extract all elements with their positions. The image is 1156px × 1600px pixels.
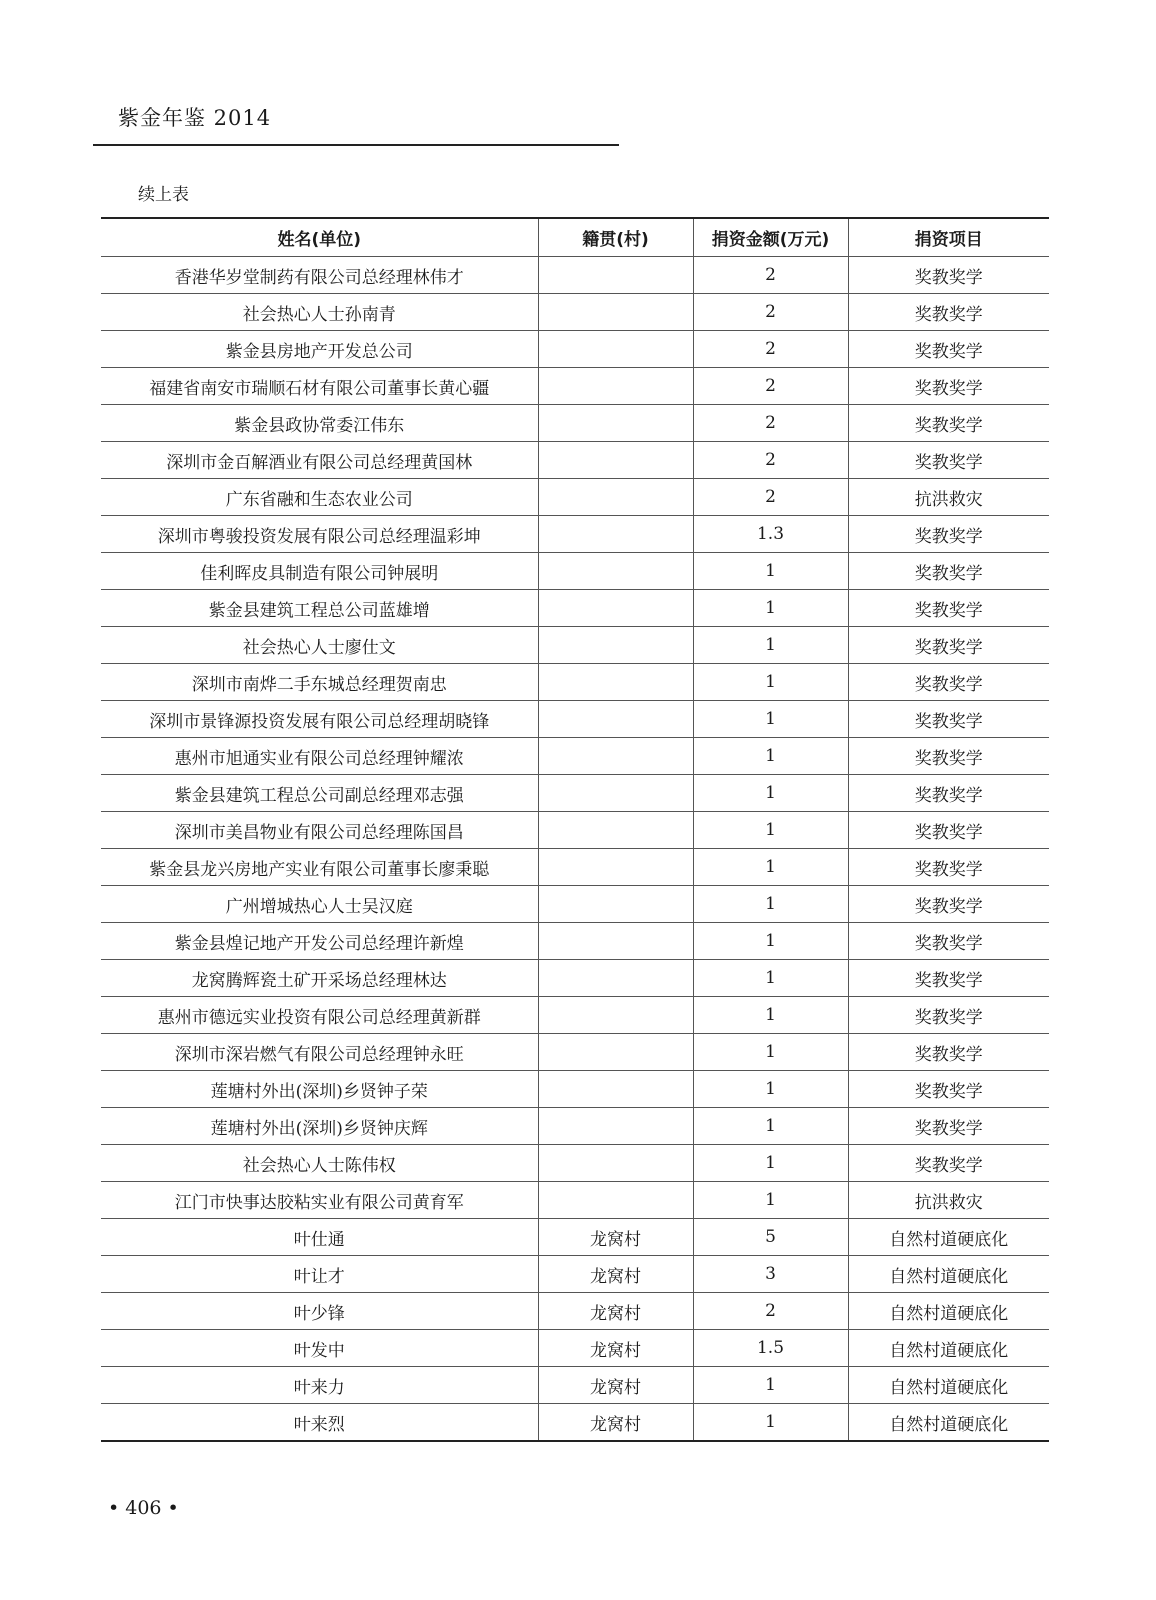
- cell-amount: 2: [693, 294, 848, 331]
- cell-amount: 1: [693, 1404, 848, 1442]
- cell-project: 奖教奖学: [848, 812, 1049, 849]
- cell-project: 自然村道硬底化: [848, 1293, 1049, 1330]
- table-row: [101, 997, 1049, 1034]
- column-header-amount: 捐资金额(万元): [693, 218, 848, 257]
- column-header-name: 姓名(单位): [101, 218, 538, 257]
- table-row: [101, 553, 1049, 590]
- cell-origin: [538, 294, 693, 331]
- table-row: [101, 442, 1049, 479]
- cell-amount: 1: [693, 1071, 848, 1108]
- cell-project: 奖教奖学: [848, 849, 1049, 886]
- cell-name: 广东省融和生态农业公司: [101, 479, 538, 516]
- cell-origin: [538, 960, 693, 997]
- table-header-row: [101, 218, 1049, 257]
- cell-origin: [538, 1182, 693, 1219]
- cell-project: 奖教奖学: [848, 1145, 1049, 1182]
- cell-project: 奖教奖学: [848, 405, 1049, 442]
- cell-project: 奖教奖学: [848, 886, 1049, 923]
- page-header-title: 紫金年鉴 2014: [118, 106, 272, 130]
- table-row: [101, 664, 1049, 701]
- table-row: [101, 257, 1049, 294]
- column-header-project: 捐资项目: [848, 218, 1049, 257]
- cell-project: 奖教奖学: [848, 442, 1049, 479]
- cell-origin: [538, 997, 693, 1034]
- cell-name: 叶仕通: [101, 1219, 538, 1256]
- table-row: [101, 738, 1049, 775]
- cell-project: 自然村道硬底化: [848, 1367, 1049, 1404]
- cell-name: 紫金县建筑工程总公司副总经理邓志强: [101, 775, 538, 812]
- cell-amount: 1: [693, 849, 848, 886]
- cell-amount: 2: [693, 331, 848, 368]
- cell-amount: 1: [693, 627, 848, 664]
- cell-amount: 1: [693, 664, 848, 701]
- cell-amount: 1: [693, 775, 848, 812]
- page-number: • 406 •: [108, 1497, 179, 1519]
- cell-amount: 1.3: [693, 516, 848, 553]
- cell-amount: 1: [693, 701, 848, 738]
- column-header-origin: 籍贯(村): [538, 218, 693, 257]
- cell-origin: [538, 442, 693, 479]
- cell-project: 奖教奖学: [848, 294, 1049, 331]
- cell-project: 奖教奖学: [848, 664, 1049, 701]
- table-row: [101, 1145, 1049, 1182]
- cell-project: 奖教奖学: [848, 1071, 1049, 1108]
- table-row: [101, 368, 1049, 405]
- table-row: [101, 849, 1049, 886]
- cell-name: 江门市快事达胶粘实业有限公司黄育军: [101, 1182, 538, 1219]
- cell-amount: 1: [693, 923, 848, 960]
- cell-origin: [538, 1071, 693, 1108]
- table-row: [101, 405, 1049, 442]
- cell-amount: 1: [693, 553, 848, 590]
- cell-name: 惠州市德远实业投资有限公司总经理黄新群: [101, 997, 538, 1034]
- cell-project: 奖教奖学: [848, 627, 1049, 664]
- cell-project: 抗洪救灾: [848, 479, 1049, 516]
- cell-name: 香港华岁堂制药有限公司总经理林伟才: [101, 257, 538, 294]
- cell-origin: 龙窝村: [538, 1293, 693, 1330]
- table-row: [101, 479, 1049, 516]
- cell-name: 广州增城热心人士吴汉庭: [101, 886, 538, 923]
- cell-amount: 1: [693, 997, 848, 1034]
- table-row: [101, 1330, 1049, 1367]
- cell-name: 龙窝腾辉瓷土矿开采场总经理林达: [101, 960, 538, 997]
- table-row: [101, 1219, 1049, 1256]
- cell-name: 紫金县政协常委江伟东: [101, 405, 538, 442]
- cell-project: 奖教奖学: [848, 368, 1049, 405]
- cell-origin: [538, 738, 693, 775]
- cell-name: 叶来烈: [101, 1404, 538, 1442]
- cell-name: 叶发中: [101, 1330, 538, 1367]
- cell-origin: [538, 405, 693, 442]
- cell-amount: 2: [693, 257, 848, 294]
- cell-name: 紫金县建筑工程总公司蓝雄增: [101, 590, 538, 627]
- cell-project: 奖教奖学: [848, 553, 1049, 590]
- cell-project: 奖教奖学: [848, 331, 1049, 368]
- cell-project: 抗洪救灾: [848, 1182, 1049, 1219]
- table-row: [101, 886, 1049, 923]
- cell-name: 深圳市深岩燃气有限公司总经理钟永旺: [101, 1034, 538, 1071]
- cell-project: 奖教奖学: [848, 923, 1049, 960]
- cell-origin: [538, 516, 693, 553]
- cell-name: 惠州市旭通实业有限公司总经理钟耀浓: [101, 738, 538, 775]
- cell-amount: 1: [693, 1145, 848, 1182]
- cell-origin: [538, 701, 693, 738]
- table-row: [101, 1071, 1049, 1108]
- table-row: [101, 812, 1049, 849]
- cell-origin: 龙窝村: [538, 1404, 693, 1442]
- cell-origin: [538, 1108, 693, 1145]
- cell-project: 自然村道硬底化: [889, 1414, 1009, 1435]
- cell-name: 深圳市金百解酒业有限公司总经理黄国林: [101, 442, 538, 479]
- cell-amount: 1: [693, 960, 848, 997]
- cell-origin: [538, 849, 693, 886]
- cell-name: 社会热心人士陈伟权: [101, 1145, 538, 1182]
- cell-name: 深圳市南烨二手东城总经理贺南忠: [101, 664, 538, 701]
- table-row: [101, 701, 1049, 738]
- table-row: [101, 331, 1049, 368]
- cell-origin: [538, 368, 693, 405]
- header-rule: [93, 144, 619, 146]
- cell-origin: [538, 1145, 693, 1182]
- cell-name: 福建省南安市瑞顺石材有限公司董事长黄心疆: [101, 368, 538, 405]
- cell-name: 深圳市景锋源投资发展有限公司总经理胡晓锋: [101, 701, 538, 738]
- cell-project: 奖教奖学: [848, 590, 1049, 627]
- cell-amount: 1.5: [693, 1330, 848, 1367]
- cell-origin: [538, 923, 693, 960]
- cell-origin: [538, 331, 693, 368]
- cell-name: 紫金县房地产开发总公司: [101, 331, 538, 368]
- cell-amount: 2: [693, 442, 848, 479]
- cell-name: 叶让才: [101, 1256, 538, 1293]
- cell-origin: [538, 479, 693, 516]
- table-row: [101, 294, 1049, 331]
- table-row: [101, 516, 1049, 553]
- cell-name: 叶少锋: [101, 1293, 538, 1330]
- cell-origin: [538, 553, 693, 590]
- cell-origin: [538, 590, 693, 627]
- cell-name: 社会热心人士孙南青: [101, 294, 538, 331]
- cell-origin: [538, 664, 693, 701]
- table-row: [101, 1404, 1049, 1442]
- cell-project: 自然村道硬底化: [848, 1219, 1049, 1256]
- cell-project: 自然村道硬底化: [848, 1330, 1049, 1367]
- cell-amount: 2: [693, 368, 848, 405]
- cell-origin: 龙窝村: [538, 1219, 693, 1256]
- cell-amount: 1: [693, 1108, 848, 1145]
- cell-origin: 龙窝村: [538, 1330, 693, 1367]
- cell-project: 奖教奖学: [848, 257, 1049, 294]
- table-body: [101, 257, 1049, 1442]
- table-row: [101, 1034, 1049, 1071]
- cell-name: 社会热心人士廖仕文: [101, 627, 538, 664]
- cell-origin: 龙窝村: [538, 1256, 693, 1293]
- cell-origin: 龙窝村: [538, 1367, 693, 1404]
- cell-origin: [538, 1034, 693, 1071]
- table-caption: 续上表: [138, 185, 189, 205]
- cell-name: 佳利晖皮具制造有限公司钟展明: [101, 553, 538, 590]
- cell-project: 奖教奖学: [848, 775, 1049, 812]
- table-row: [101, 1293, 1049, 1330]
- table-row: [101, 590, 1049, 627]
- cell-amount: 2: [693, 479, 848, 516]
- cell-amount: 1: [693, 738, 848, 775]
- cell-name: 莲塘村外出(深圳)乡贤钟庆辉: [101, 1108, 538, 1145]
- cell-project: 自然村道硬底化: [848, 1256, 1049, 1293]
- cell-amount: 1: [693, 1367, 848, 1404]
- cell-origin: [538, 775, 693, 812]
- cell-project: 奖教奖学: [848, 997, 1049, 1034]
- cell-amount: 2: [693, 405, 848, 442]
- cell-amount: 1: [693, 886, 848, 923]
- cell-project: 奖教奖学: [848, 701, 1049, 738]
- table-row: [101, 1182, 1049, 1219]
- cell-origin: [538, 257, 693, 294]
- table-row: [101, 960, 1049, 997]
- cell-name: 莲塘村外出(深圳)乡贤钟子荣: [101, 1071, 538, 1108]
- cell-name: 深圳市美昌物业有限公司总经理陈国昌: [101, 812, 538, 849]
- table-row: [101, 1256, 1049, 1293]
- table-row: [101, 923, 1049, 960]
- cell-amount: 1: [693, 1182, 848, 1219]
- cell-amount: 3: [693, 1256, 848, 1293]
- cell-name: 深圳市粤骏投资发展有限公司总经理温彩坤: [101, 516, 538, 553]
- cell-project: 奖教奖学: [848, 1108, 1049, 1145]
- cell-name: 叶来力: [101, 1367, 538, 1404]
- cell-origin: [538, 886, 693, 923]
- cell-project: 奖教奖学: [848, 516, 1049, 553]
- cell-amount: 1: [693, 1034, 848, 1071]
- table-row: [101, 627, 1049, 664]
- table-row: [101, 1367, 1049, 1404]
- cell-project: 奖教奖学: [848, 960, 1049, 997]
- cell-project: 奖教奖学: [848, 738, 1049, 775]
- cell-origin: [538, 627, 693, 664]
- table-row: [101, 1108, 1049, 1145]
- table-row: [101, 775, 1049, 812]
- cell-amount: 2: [693, 1293, 848, 1330]
- cell-name: 紫金县龙兴房地产实业有限公司董事长廖秉聪: [101, 849, 538, 886]
- cell-origin: [538, 812, 693, 849]
- cell-amount: 1: [693, 812, 848, 849]
- cell-amount: 5: [693, 1219, 848, 1256]
- cell-amount: 1: [693, 590, 848, 627]
- cell-project: 奖教奖学: [848, 1034, 1049, 1071]
- cell-name: 紫金县煌记地产开发公司总经理许新煌: [101, 923, 538, 960]
- donation-table: [101, 217, 1049, 1442]
